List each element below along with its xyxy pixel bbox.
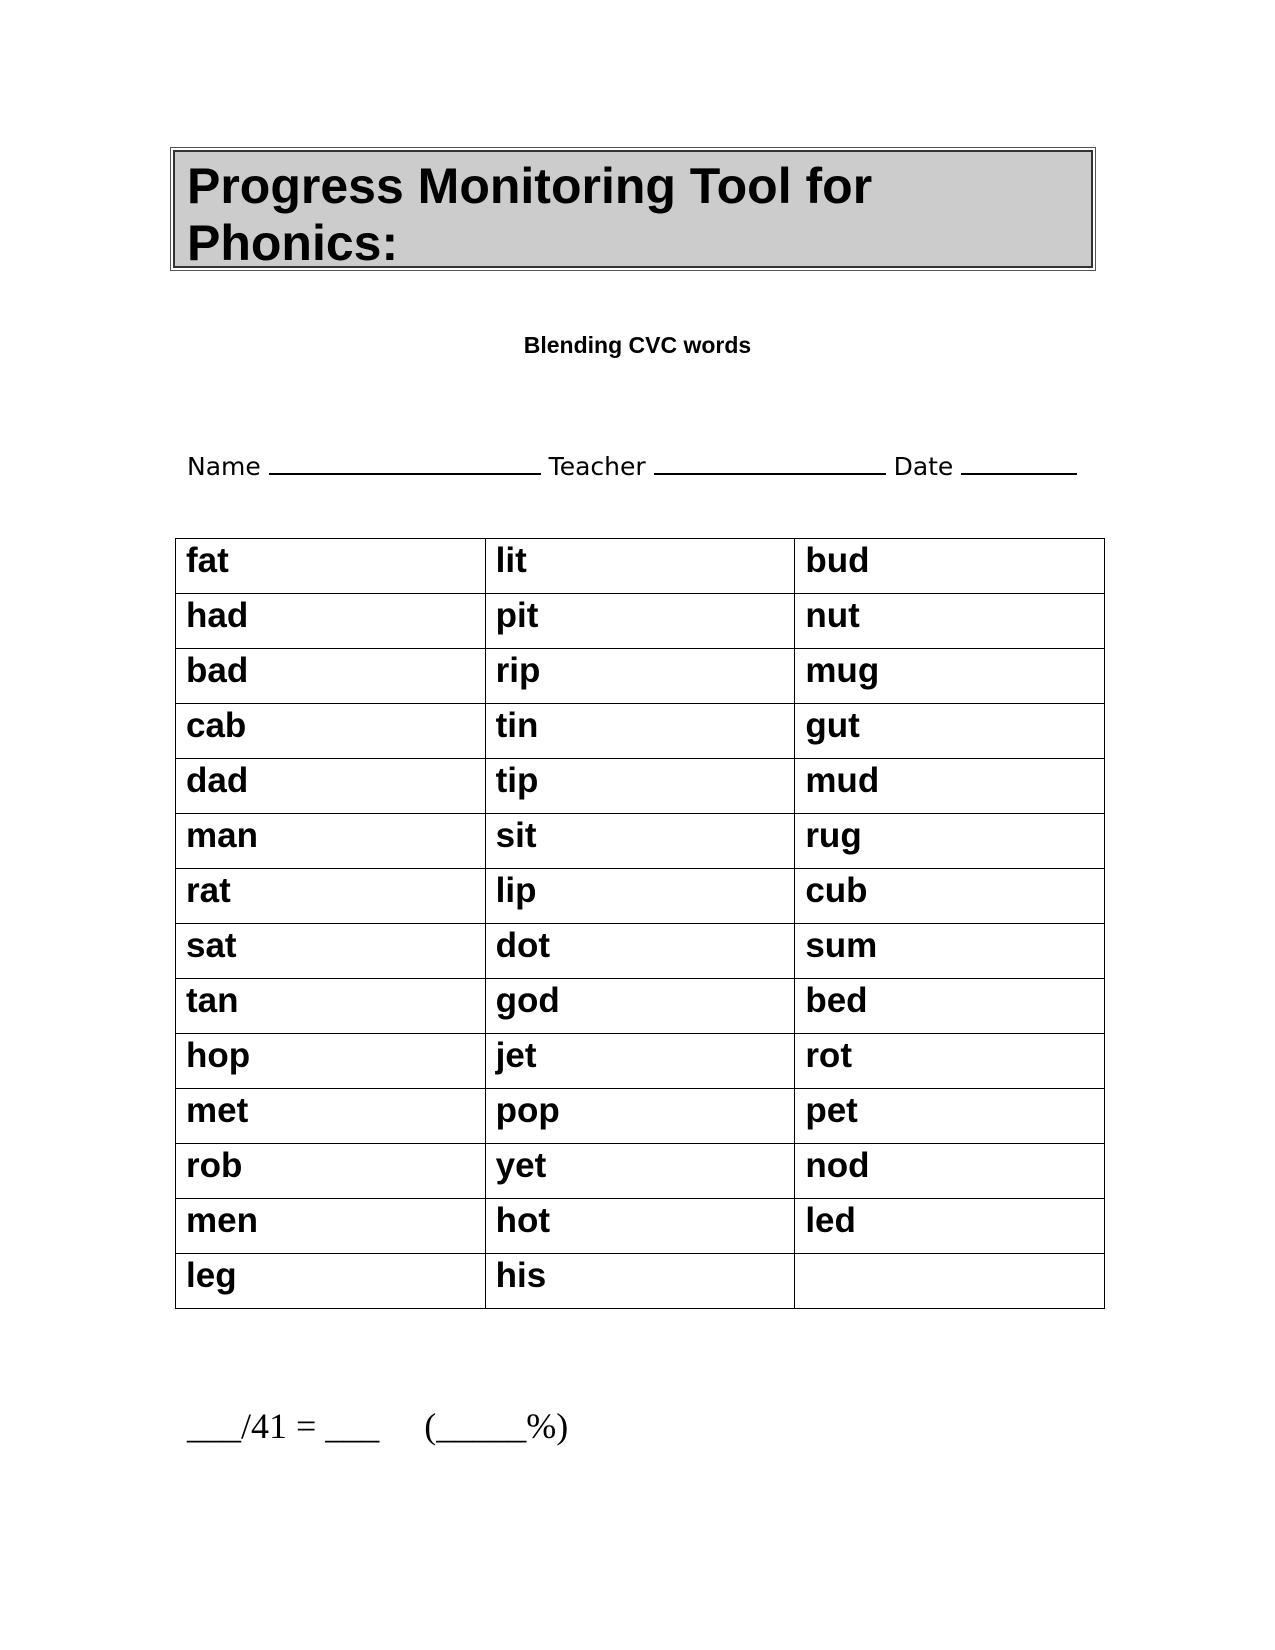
word-table <box>175 538 1105 1309</box>
score-line: ___/41 = ___ (_____%) <box>187 1406 569 1446</box>
subtitle: Blending CVC words <box>523 332 752 358</box>
word-cell: mug <box>795 649 1105 704</box>
name-label: Name <box>187 452 261 481</box>
table-row <box>176 1199 1105 1254</box>
word-cell: pop <box>485 1089 795 1144</box>
teacher-label: Teacher <box>548 452 646 481</box>
word-cell: fat <box>176 539 486 594</box>
page-title <box>187 158 872 272</box>
word-table-body <box>176 539 1105 1309</box>
name-blank <box>269 451 541 475</box>
table-row <box>176 924 1105 979</box>
word-cell: bed <box>795 979 1105 1034</box>
word-cell: his <box>485 1254 795 1309</box>
word-cell: tin <box>485 704 795 759</box>
word-cell: led <box>795 1199 1105 1254</box>
table-row <box>176 704 1105 759</box>
word-cell: rot <box>795 1034 1105 1089</box>
table-row <box>176 539 1105 594</box>
word-cell: sit <box>485 814 795 869</box>
table-row <box>176 594 1105 649</box>
title-line-2: Phonics: <box>187 215 399 271</box>
word-cell: god <box>485 979 795 1034</box>
word-cell: jet <box>485 1034 795 1089</box>
word-cell: lip <box>485 869 795 924</box>
title-box <box>173 150 1093 271</box>
word-cell: rat <box>176 869 486 924</box>
word-cell: had <box>176 594 486 649</box>
table-row <box>176 649 1105 704</box>
table-row <box>176 1089 1105 1144</box>
word-cell: cub <box>795 869 1105 924</box>
teacher-blank <box>654 451 886 475</box>
date-blank <box>961 451 1077 475</box>
word-cell: men <box>176 1199 486 1254</box>
word-cell: cab <box>176 704 486 759</box>
word-cell: bud <box>795 539 1105 594</box>
word-cell: hop <box>176 1034 486 1089</box>
word-cell: rip <box>485 649 795 704</box>
word-cell: yet <box>485 1144 795 1199</box>
word-cell: met <box>176 1089 486 1144</box>
word-cell: dot <box>485 924 795 979</box>
word-cell: bad <box>176 649 486 704</box>
table-row <box>176 759 1105 814</box>
word-cell: nut <box>795 594 1105 649</box>
word-cell: leg <box>176 1254 486 1309</box>
word-cell: man <box>176 814 486 869</box>
word-cell: dad <box>176 759 486 814</box>
table-row <box>176 979 1105 1034</box>
word-cell: tan <box>176 979 486 1034</box>
word-cell <box>795 1254 1105 1309</box>
student-info-row <box>187 451 1077 481</box>
word-cell: mud <box>795 759 1105 814</box>
word-cell: gut <box>795 704 1105 759</box>
table-row <box>176 1144 1105 1199</box>
word-cell: rug <box>795 814 1105 869</box>
word-cell: rob <box>176 1144 486 1199</box>
word-cell: pit <box>485 594 795 649</box>
title-line-1: Progress Monitoring Tool for <box>187 158 873 214</box>
word-cell: hot <box>485 1199 795 1254</box>
word-cell: sat <box>176 924 486 979</box>
word-cell: sum <box>795 924 1105 979</box>
word-cell: tip <box>485 759 795 814</box>
date-label: Date <box>893 452 954 481</box>
word-cell: nod <box>795 1144 1105 1199</box>
table-row <box>176 869 1105 924</box>
table-row <box>176 814 1105 869</box>
word-cell: pet <box>795 1089 1105 1144</box>
table-row <box>176 1034 1105 1089</box>
table-row <box>176 1254 1105 1309</box>
word-cell: lit <box>485 539 795 594</box>
